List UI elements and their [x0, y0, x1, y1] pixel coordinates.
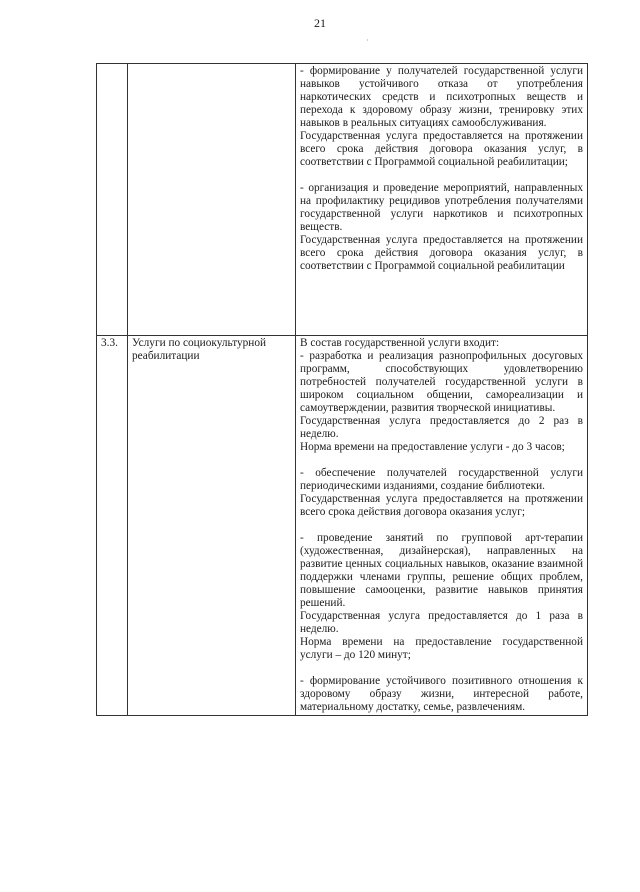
description-paragraph: Государственная услуга предоставляется до 1 раза в неделю.: [300, 609, 583, 635]
paragraph-gap: [300, 169, 583, 182]
description-paragraph: Государственная услуга предоставляется до 2 раз в неделю.: [300, 414, 583, 440]
description-paragraph: - проведение занятий по групповой арт-терапии (художественная, дизайнерская), направленных на развитие ценных социальных навыков, оказание взаимной поддержки членами группы, решение общих проблем, повышение самооценки, развитие навыков принятия решений.: [300, 531, 583, 609]
row-number-cell: 3.3.: [97, 336, 128, 716]
description-paragraph: Норма времени на предоставление государственной услуги – до 120 минут;: [300, 635, 583, 661]
service-description-cell: [296, 64, 588, 336]
scan-speck: ·: [366, 36, 369, 45]
paragraph-gap: [300, 662, 583, 675]
row-number-cell: [97, 64, 128, 336]
description-paragraph: - организация и проведение мероприятий, направленных на профилактику рецидивов употребления получателями государственной услуги наркотиков и психотропных веществ.: [300, 181, 583, 233]
page-number: 21: [314, 16, 326, 30]
services-table-body: [97, 64, 588, 716]
description-paragraph: - обеспечение получателей государственной услуги периодическими изданиями, создание библиотеки.: [300, 466, 583, 492]
description-paragraph: Государственная услуга предоставляется на протяжении всего срока действия договора оказания услуг, в соответствии с Программой социальной реабилитации;: [300, 129, 583, 168]
table-row: [97, 64, 588, 336]
paragraph-gap: [300, 519, 583, 532]
description-paragraph: - формирование устойчивого позитивного отношения к здоровому образу жизни, интересной работе, материальному достатку, семье, развлечениям.: [300, 674, 583, 713]
description-paragraph: - разработка и реализация разнопрофильных досуговых программ, способствующих удовлетворению потребностей получателей государственной услуги в широком социальном общении, самореализации и самоутверждении, развития творческой инициативы.: [300, 349, 583, 414]
service-description-cell: [296, 336, 588, 716]
services-table: [96, 63, 588, 716]
service-name-cell: [128, 64, 296, 336]
service-name-cell: Услуги по социокультурной реабилитации: [128, 336, 296, 716]
description-paragraph: - формирование у получателей государственной услуги навыков устойчивого отказа от употребления наркотических средств и психотропных веществ и перехода к здоровому образу жизни, тренировку этих навыков в реальных ситуациях самообслуживания.: [300, 65, 583, 129]
description-paragraph: Государственная услуга предоставляется на протяжении всего срока действия договора оказания услуг;: [300, 492, 583, 518]
paragraph-gap: [300, 454, 583, 467]
description-paragraph: В состав государственной услуги входит:: [300, 337, 500, 349]
description-paragraph: Норма времени на предоставление услуги - до 3 часов;: [300, 440, 565, 453]
table-row: [97, 336, 588, 716]
description-paragraph: Государственная услуга предоставляется на протяжении всего срока действия договора оказания услуг, в соответствии с Программой социальной реабилитации: [300, 233, 583, 272]
